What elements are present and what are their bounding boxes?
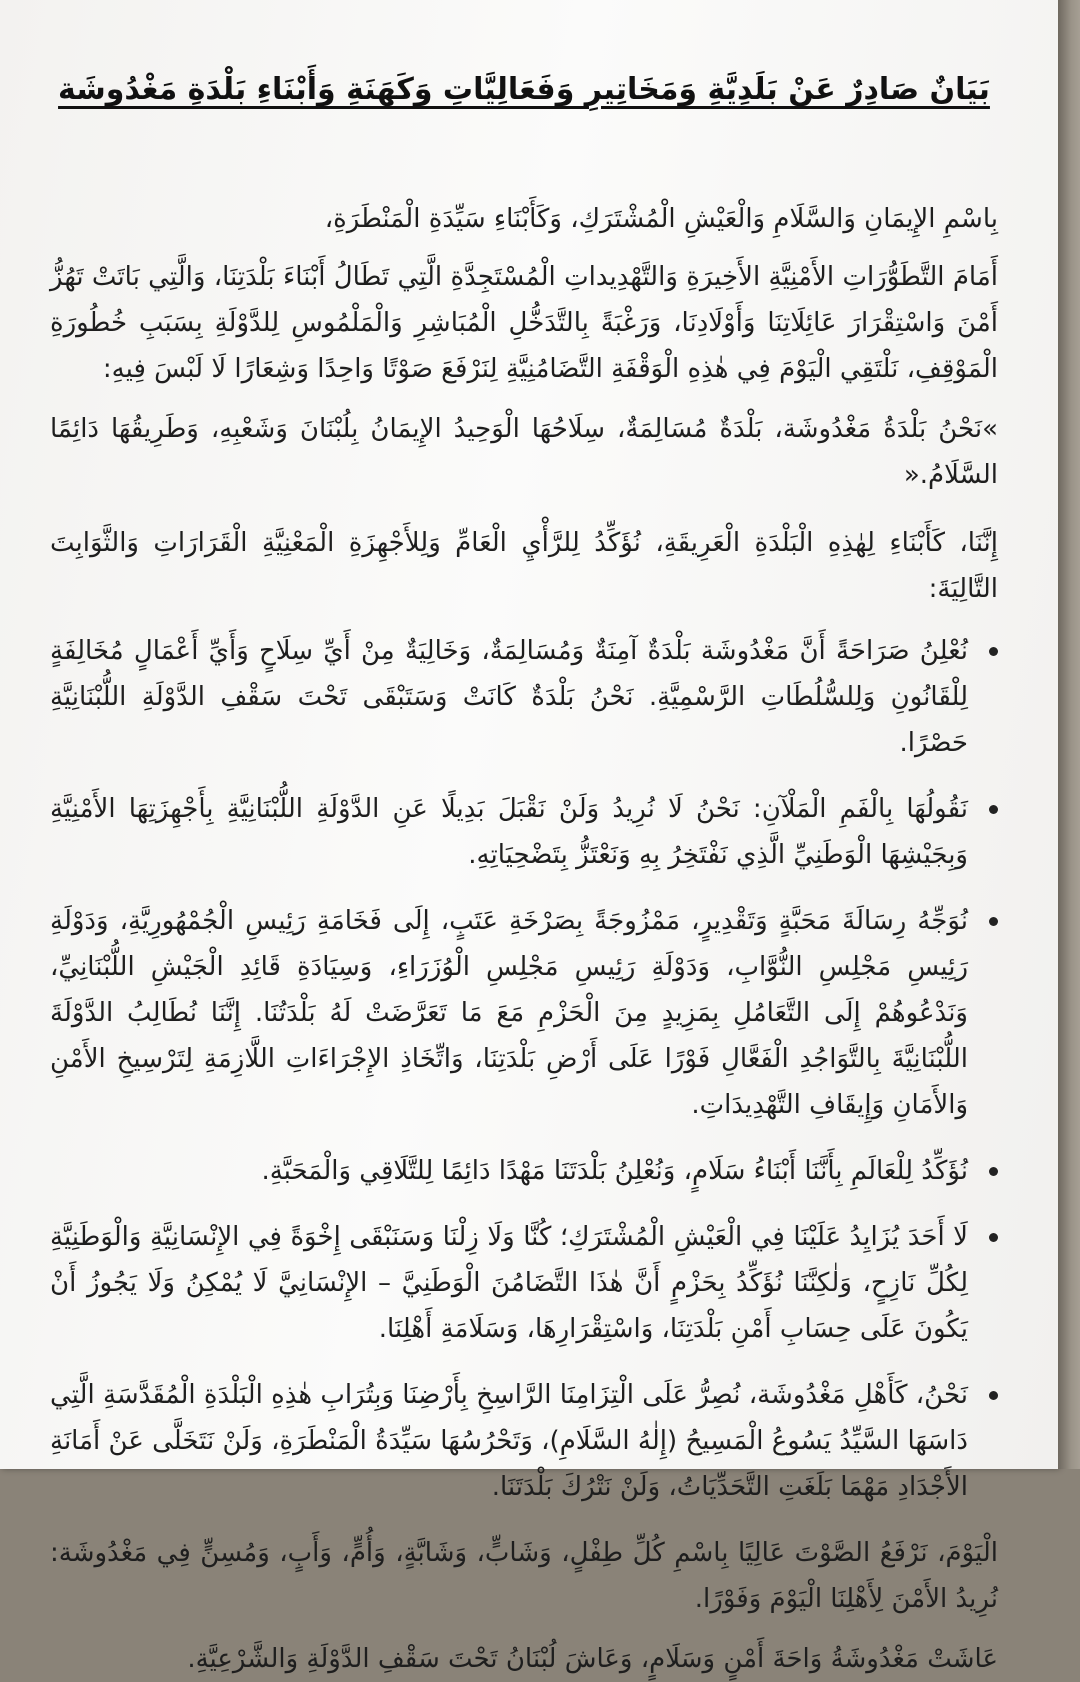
list-item	[50, 628, 998, 766]
lead-in-paragraph: إِنَّنَا، كَأَبْنَاءِ لِهٰذِهِ الْبَلْدَةِ الْعَرِيقَةِ، نُؤَكِّدُ لِلرَّأْيِ الْعَامِّ وَلِلأَجْهِزَةِ الْمَعْنِيَّةِ الْقَرَارَاتِ وَالثَّوَابِتَ التَّالِيَةَ:	[50, 528, 998, 604]
list-item	[50, 1214, 998, 1352]
list-item-text: نُوَجِّهُ رِسَالَةَ مَحَبَّةٍ وَتَقْدِيرٍ، مَمْزُوجَةً بِصَرْخَةِ عَتَبٍ، إِلَى فَخَامَةِ رَئِيسِ الْجُمْهُورِيَّةِ، وَدَوْلَةِ رَئِيسِ مَجْلِسِ النُّوَّابِ، وَدَوْلَةِ رَئِيسِ مَجْلِسِ الْوُزَرَاءِ، وَسِيَادَةِ قَائِدِ الْجَيْشِ اللُّبْنَانِيِّ، وَنَدْعُوهُمْ إِلَى التَّعَامُلِ بِمَزِيدٍ مِنَ الْحَزْمِ مَعَ مَا تَعَرَّضَتْ لَهُ بَلْدَتُنَا. إِنَّنَا نُطَالِبُ الدَّوْلَةَ اللُّبْنَانِيَّةَ بِالتَّوَاجُدِ الْفَعَّالِ فَوْرًا عَلَى أَرْضِ بَلْدَتِنَا، وَاتِّخَاذِ الإِجْرَاءَاتِ اللَّازِمَةِ لِتَرْسِيخِ الأَمْنِ وَالأَمَانِ وَإِيقَافِ التَّهْدِيدَاتِ.	[50, 906, 968, 1120]
list-item-text: نُعْلِنُ صَرَاحَةً أَنَّ مَغْدُوشَة بَلْدَةٌ آمِنَةٌ وَمُسَالِمَةٌ، وَخَالِيَةٌ مِنْ أَيِّ سِلَاحٍ وَأَيِّ أَعْمَالٍ مُخَالِفَةٍ لِلْقَانُونِ وَلِلسُّلُطَاتِ الرَّسْمِيَّةِ. نَحْنُ بَلْدَةٌ كَانَتْ وَسَتَبْقَى تَحْتَ سَقْفِ الدَّوْلَةِ اللُّبْنَانِيَّةِ حَصْرًا.	[50, 636, 968, 758]
list-item-text: لَا أَحَدَ يُزَايِدُ عَلَيْنَا فِي الْعَيْشِ الْمُشْتَرَكِ؛ كُنَّا وَلَا زِلْنَا وَسَنَبْقَى إِخْوَةً فِي الإِنْسَانِيَّةِ وَالْوَطَنِيَّةِ لِكُلِّ نَازِحٍ، وَلٰكِنَّنَا نُؤَكِّدُ بِحَزْمٍ أَنَّ هٰذَا التَّضَامُنَ الْوَطَنِيَّ – الإِنْسَانِيَّ لَا يُمْكِنُ وَلَا يَجُوزُ أَنْ يَكُونَ عَلَى حِسَابِ أَمْنِ بَلْدَتِنَا، وَاسْتِقْرَارِهَا، وَسَلَامَةِ أَهْلِنَا.	[50, 1222, 968, 1344]
desk-background	[1058, 0, 1080, 1469]
points-list	[50, 628, 998, 1510]
document-title: بَيَانٌ صَادِرٌ عَنْ بَلَدِيَّةِ وَمَخَاتِيرِ وَفَعَالِيَّاتِ وَكَهَنَةِ وَأَبْنَاءِ بَلْدَةِ مَغْدُوشَة	[58, 72, 990, 107]
bullet-dot-icon	[989, 1391, 998, 1400]
greeting-paragraph: بِاسْمِ الإِيمَانِ وَالسَّلَامِ وَالْعَيْشِ الْمُشْتَرَكِ، وَكَأَبْنَاءِ سَيِّدَةِ الْمَنْطَرَةِ،	[324, 204, 998, 234]
bullet-dot-icon	[989, 917, 998, 926]
slogan-paragraph: »نَحْنُ بَلْدَةُ مَغْدُوشَة، بَلْدَةٌ مُسَالِمَةٌ، سِلَاحُهَا الْوَحِيدُ الإِيمَانُ بِلُبْنَانَ وَشَعْبِهِ، وَطَرِيقُهَا دَائِمًا السَّلَامُ.«	[50, 414, 998, 490]
bullet-dot-icon	[989, 1233, 998, 1242]
list-item	[50, 898, 998, 1128]
call-paragraph: الْيَوْمَ، نَرْفَعُ الصَّوْتَ عَالِيًا بِاسْمِ كُلِّ طِفْلٍ، وَشَابٍّ، وَشَابَّةٍ، وَأُمٍّ، وَأَبٍ، وَمُسِنٍّ فِي مَغْدُوشَة: نُرِيدُ الأَمْنَ لِأَهْلِنَا الْيَوْمَ وَفَوْرًا.	[50, 1538, 998, 1614]
list-item-text: نَقُولُهَا بِالْفَمِ الْمَلْآنِ: نَحْنُ لَا نُرِيدُ وَلَنْ نَقْبَلَ بَدِيلًا عَنِ الدَّوْلَةِ اللُّبْنَانِيَّةِ بِأَجْهِزَتِهَا الأَمْنِيَّةِ وَبِجَيْشِهَا الْوَطَنِيِّ الَّذِي نَفْتَخِرُ بِهِ وَنَعْتَزُّ بِتَضْحِيَاتِهِ.	[50, 794, 968, 870]
list-item-text: نَحْنُ، كَأَهْلِ مَغْدُوشَة، نُصِرُّ عَلَى الْتِزَامِنَا الرَّاسِخِ بِأَرْضِنَا وَبِتُرَابِ هٰذِهِ الْبَلْدَةِ الْمُقَدَّسَةِ الَّتِي دَاسَهَا السَّيِّدُ يَسُوعُ الْمَسِيحُ (إِلٰهُ السَّلَامِ)، وَتَحْرُسُهَا سَيِّدَةُ الْمَنْطَرَةِ، وَلَنْ نَتَخَلَّى عَنْ أَمَانَةِ الأَجْدَادِ مَهْمَا بَلَغَتِ التَّحَدِّيَاتُ، وَلَنْ نَتْرُكَ بَلْدَتَنَا.	[50, 1380, 968, 1502]
intro-paragraph: أَمَامَ التَّطَوُّرَاتِ الأَمْنِيَّةِ الأَخِيرَةِ وَالتَّهْدِيداتِ الْمُسْتَجِدَّةِ الَّتِي تَطَالُ أَبْنَاءَ بَلْدَتِنَا، وَالَّتِي بَاتَتْ تَهُزُّ أَمْنَ وَاسْتِقْرَارَ عَائِلَاتِنَا وَأَوْلَادِنَا، وَرَغْبَةً بِالتَّدَخُّلِ الْمُبَاشِرِ وَالْمَلْمُوسِ لِلدَّوْلَةِ بِسَبَبِ خُطُورَةِ الْمَوْقِفِ، نَلْتَقِي الْيَوْمَ فِي هٰذِهِ الْوَقْفَةِ التَّضَامُنِيَّةِ لِنَرْفَعَ صَوْتًا وَاحِدًا وَشِعَارًا لَا لَبْسَ فِيهِ:	[50, 262, 998, 384]
closing-paragraph: عَاشَتْ مَغْدُوشَةُ وَاحَةَ أَمْنٍ وَسَلَامٍ، وَعَاشَ لُبْنَانُ تَحْتَ سَقْفِ الدَّوْلَةِ وَالشَّرْعِيَّةِ.	[187, 1644, 998, 1674]
list-item	[50, 1148, 998, 1194]
bullet-dot-icon	[989, 647, 998, 656]
bullet-dot-icon	[989, 1167, 998, 1176]
bullet-dot-icon	[989, 805, 998, 814]
list-item	[50, 786, 998, 878]
list-item-text: نُؤَكِّدُ لِلْعَالَمِ بِأَنَّنَا أَبْنَاءُ سَلَامٍ، وَنُعْلِنُ بَلْدَتَنَا مَهْدًا دَائِمًا لِلتَّلَاقِي وَالْمَحَبَّةِ.	[261, 1156, 968, 1186]
list-item	[50, 1372, 998, 1510]
